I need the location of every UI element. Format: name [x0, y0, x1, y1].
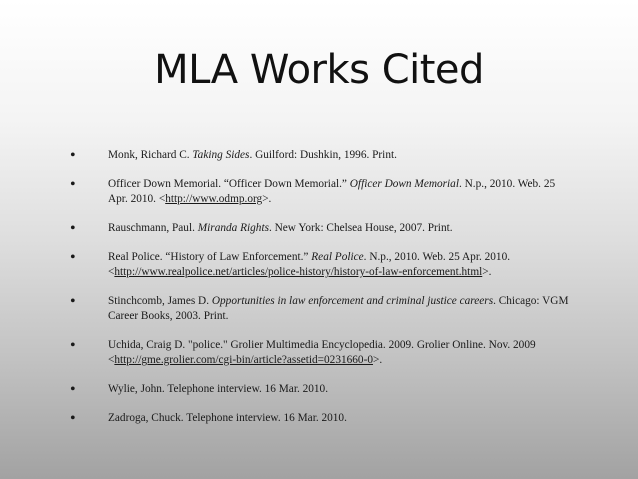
citation-title: Officer Down Memorial [349, 178, 459, 190]
bullet-icon: • [70, 381, 76, 398]
bullet-icon: • [70, 220, 76, 237]
citation-author: Real Police. “History of Law Enforcement.” [108, 251, 312, 263]
citation-author: Stinchcomb, James D. [108, 295, 212, 307]
citation-entry [70, 250, 570, 280]
bullet-icon: • [70, 337, 76, 354]
citation-title: Real Police [311, 251, 364, 263]
citation-details: . Guilford: Dushkin, 1996. Print. [249, 149, 397, 161]
slide-title: MLA Works Cited [154, 47, 484, 93]
citation-details: . N.p., 2010. Web. 25 Apr. 2010. < [108, 178, 556, 205]
citation-author: Rauschmann, Paul. [108, 222, 198, 234]
citation-link[interactable]: http://www.odmp.org [165, 193, 263, 205]
citation-entry [70, 382, 570, 397]
citation-suffix: >. [372, 354, 383, 366]
citation-entry [70, 177, 570, 207]
citation-entry [70, 294, 570, 324]
bullet-icon: • [70, 176, 76, 193]
citation-author: Monk, Richard C. [108, 149, 193, 161]
citation-author: Officer Down Memorial. “Officer Down Memorial.” [108, 178, 350, 190]
bullet-icon: • [70, 147, 76, 164]
citation-link[interactable]: http://gme.grolier.com/cgi-bin/article?assetid=0231660-0 [114, 354, 373, 366]
citation-title: Miranda Rights [197, 222, 269, 234]
citation-text: Zadroga, Chuck. Telephone interview. 16 Mar. 2010. [108, 412, 347, 424]
citation-entry [70, 148, 570, 163]
citation-details: . N.p., 2010. Web. 25 Apr. 2010. < [108, 251, 511, 278]
citation-suffix: >. [482, 266, 492, 278]
citation-link[interactable]: http://www.realpolice.net/articles/police-history/history-of-law-enforcement.html [114, 266, 483, 278]
citation-suffix: >. [262, 193, 272, 205]
citation-title: Opportunities in law enforcement and criminal justice careers [211, 295, 494, 307]
citation-entry [70, 221, 570, 236]
bullet-icon: • [70, 293, 76, 310]
citation-details: . Chicago: VGM Career Books, 2003. Print. [108, 295, 569, 322]
bullet-icon: • [70, 410, 76, 427]
citation-text: Wylie, John. Telephone interview. 16 Mar. 2010. [108, 383, 329, 395]
citation-entry [70, 411, 570, 426]
works-cited-list [70, 148, 570, 440]
citation-text: Uchida, Craig D. "police." Grolier Multimedia Encyclopedia. 2009. Grolier Online. Nov. 2009 < [108, 339, 536, 366]
citation-details: . New York: Chelsea House, 2007. Print. [268, 222, 453, 234]
citation-entry [70, 338, 570, 368]
citation-title: Taking Sides [192, 149, 250, 161]
bullet-icon: • [70, 249, 76, 266]
